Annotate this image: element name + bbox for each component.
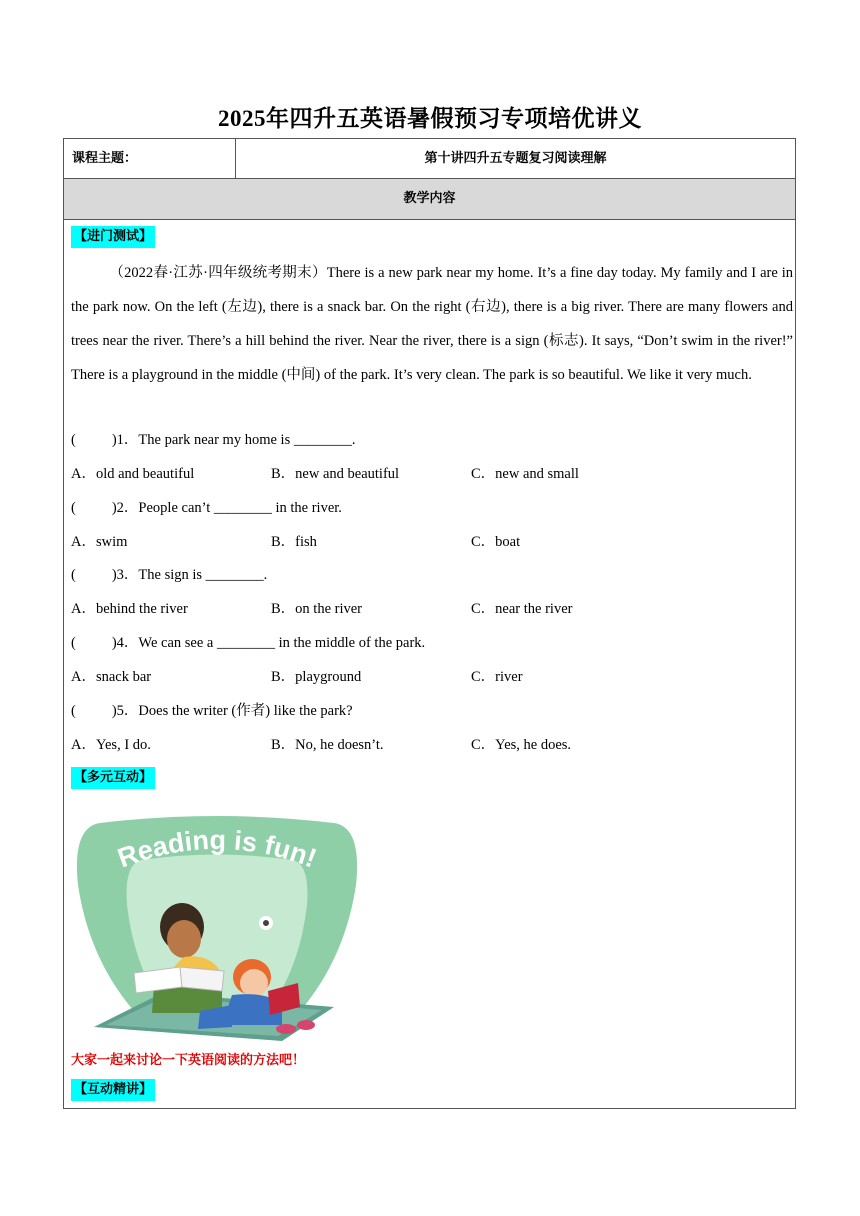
question-5: ( )5．Does the writer (作者) like the park? xyxy=(71,703,353,719)
lesson-table xyxy=(63,138,796,1109)
reading-is-fun-illustration xyxy=(72,815,362,1045)
option-5a: A．Yes, I do. xyxy=(71,737,151,753)
illustration-heading: Reading is fun! xyxy=(113,824,321,874)
option-5c: C．Yes, he does. xyxy=(471,737,572,753)
option-2c: C．boat xyxy=(471,534,521,550)
reading-passage xyxy=(71,256,793,392)
passage-text: （2022春·江苏·四年级统考期末）There is a new park near my home. It’s a fine day today. My family and I are in the park now. On the left (左边), there is a snack bar. On the right (右边), there is a big river. There are many flowers and trees near the river. There’s a hill behind the river. Near the river, there is a sign (标志). It says, “Don’t swim in the river!” There is a playground in the middle (中间) of the park. It’s very clean. The park is so beautiful. We like it very much. xyxy=(71,265,793,383)
option-1a: A．old and beautiful xyxy=(71,466,195,482)
option-1b: B．new and beautiful xyxy=(271,466,400,482)
option-3a: A．behind the river xyxy=(71,601,188,617)
option-4b: B．playground xyxy=(271,669,362,685)
topic-label: 课程主题： xyxy=(64,139,236,178)
section-lecture: 【互动精讲】 xyxy=(71,1079,155,1101)
question-2: ( )2．People can’t ________ in the river. xyxy=(71,500,342,516)
option-3c: C．near the river xyxy=(471,601,573,617)
option-4c: C．river xyxy=(471,669,523,685)
topic-row xyxy=(64,139,795,179)
question-1: ( )1．The park near my home is ________. xyxy=(71,432,356,448)
option-4a: A．snack bar xyxy=(71,669,152,685)
option-2b: B．fish xyxy=(271,534,317,550)
question-3: ( )3．The sign is ________. xyxy=(71,567,268,583)
question-4: ( )4．We can see a ________ in the middle of the park. xyxy=(71,635,426,651)
option-1c: C．new and small xyxy=(471,466,579,482)
section-interaction: 【多元互动】 xyxy=(71,767,155,789)
document-title: 2025年四升五英语暑假预习专项培优讲义 xyxy=(218,106,642,131)
discussion-prompt: 大家一起来讨论一下英语阅读的方法吧！ xyxy=(71,1053,306,1068)
content-header: 教学内容 xyxy=(64,179,795,220)
option-5b: B．No, he doesn’t. xyxy=(271,737,384,753)
section-entry-test: 【进门测试】 xyxy=(71,226,155,248)
option-3b: B．on the river xyxy=(271,601,363,617)
topic-value: 第十讲四升五专题复习阅读理解 xyxy=(424,151,607,166)
option-2a: A．swim xyxy=(71,534,128,550)
